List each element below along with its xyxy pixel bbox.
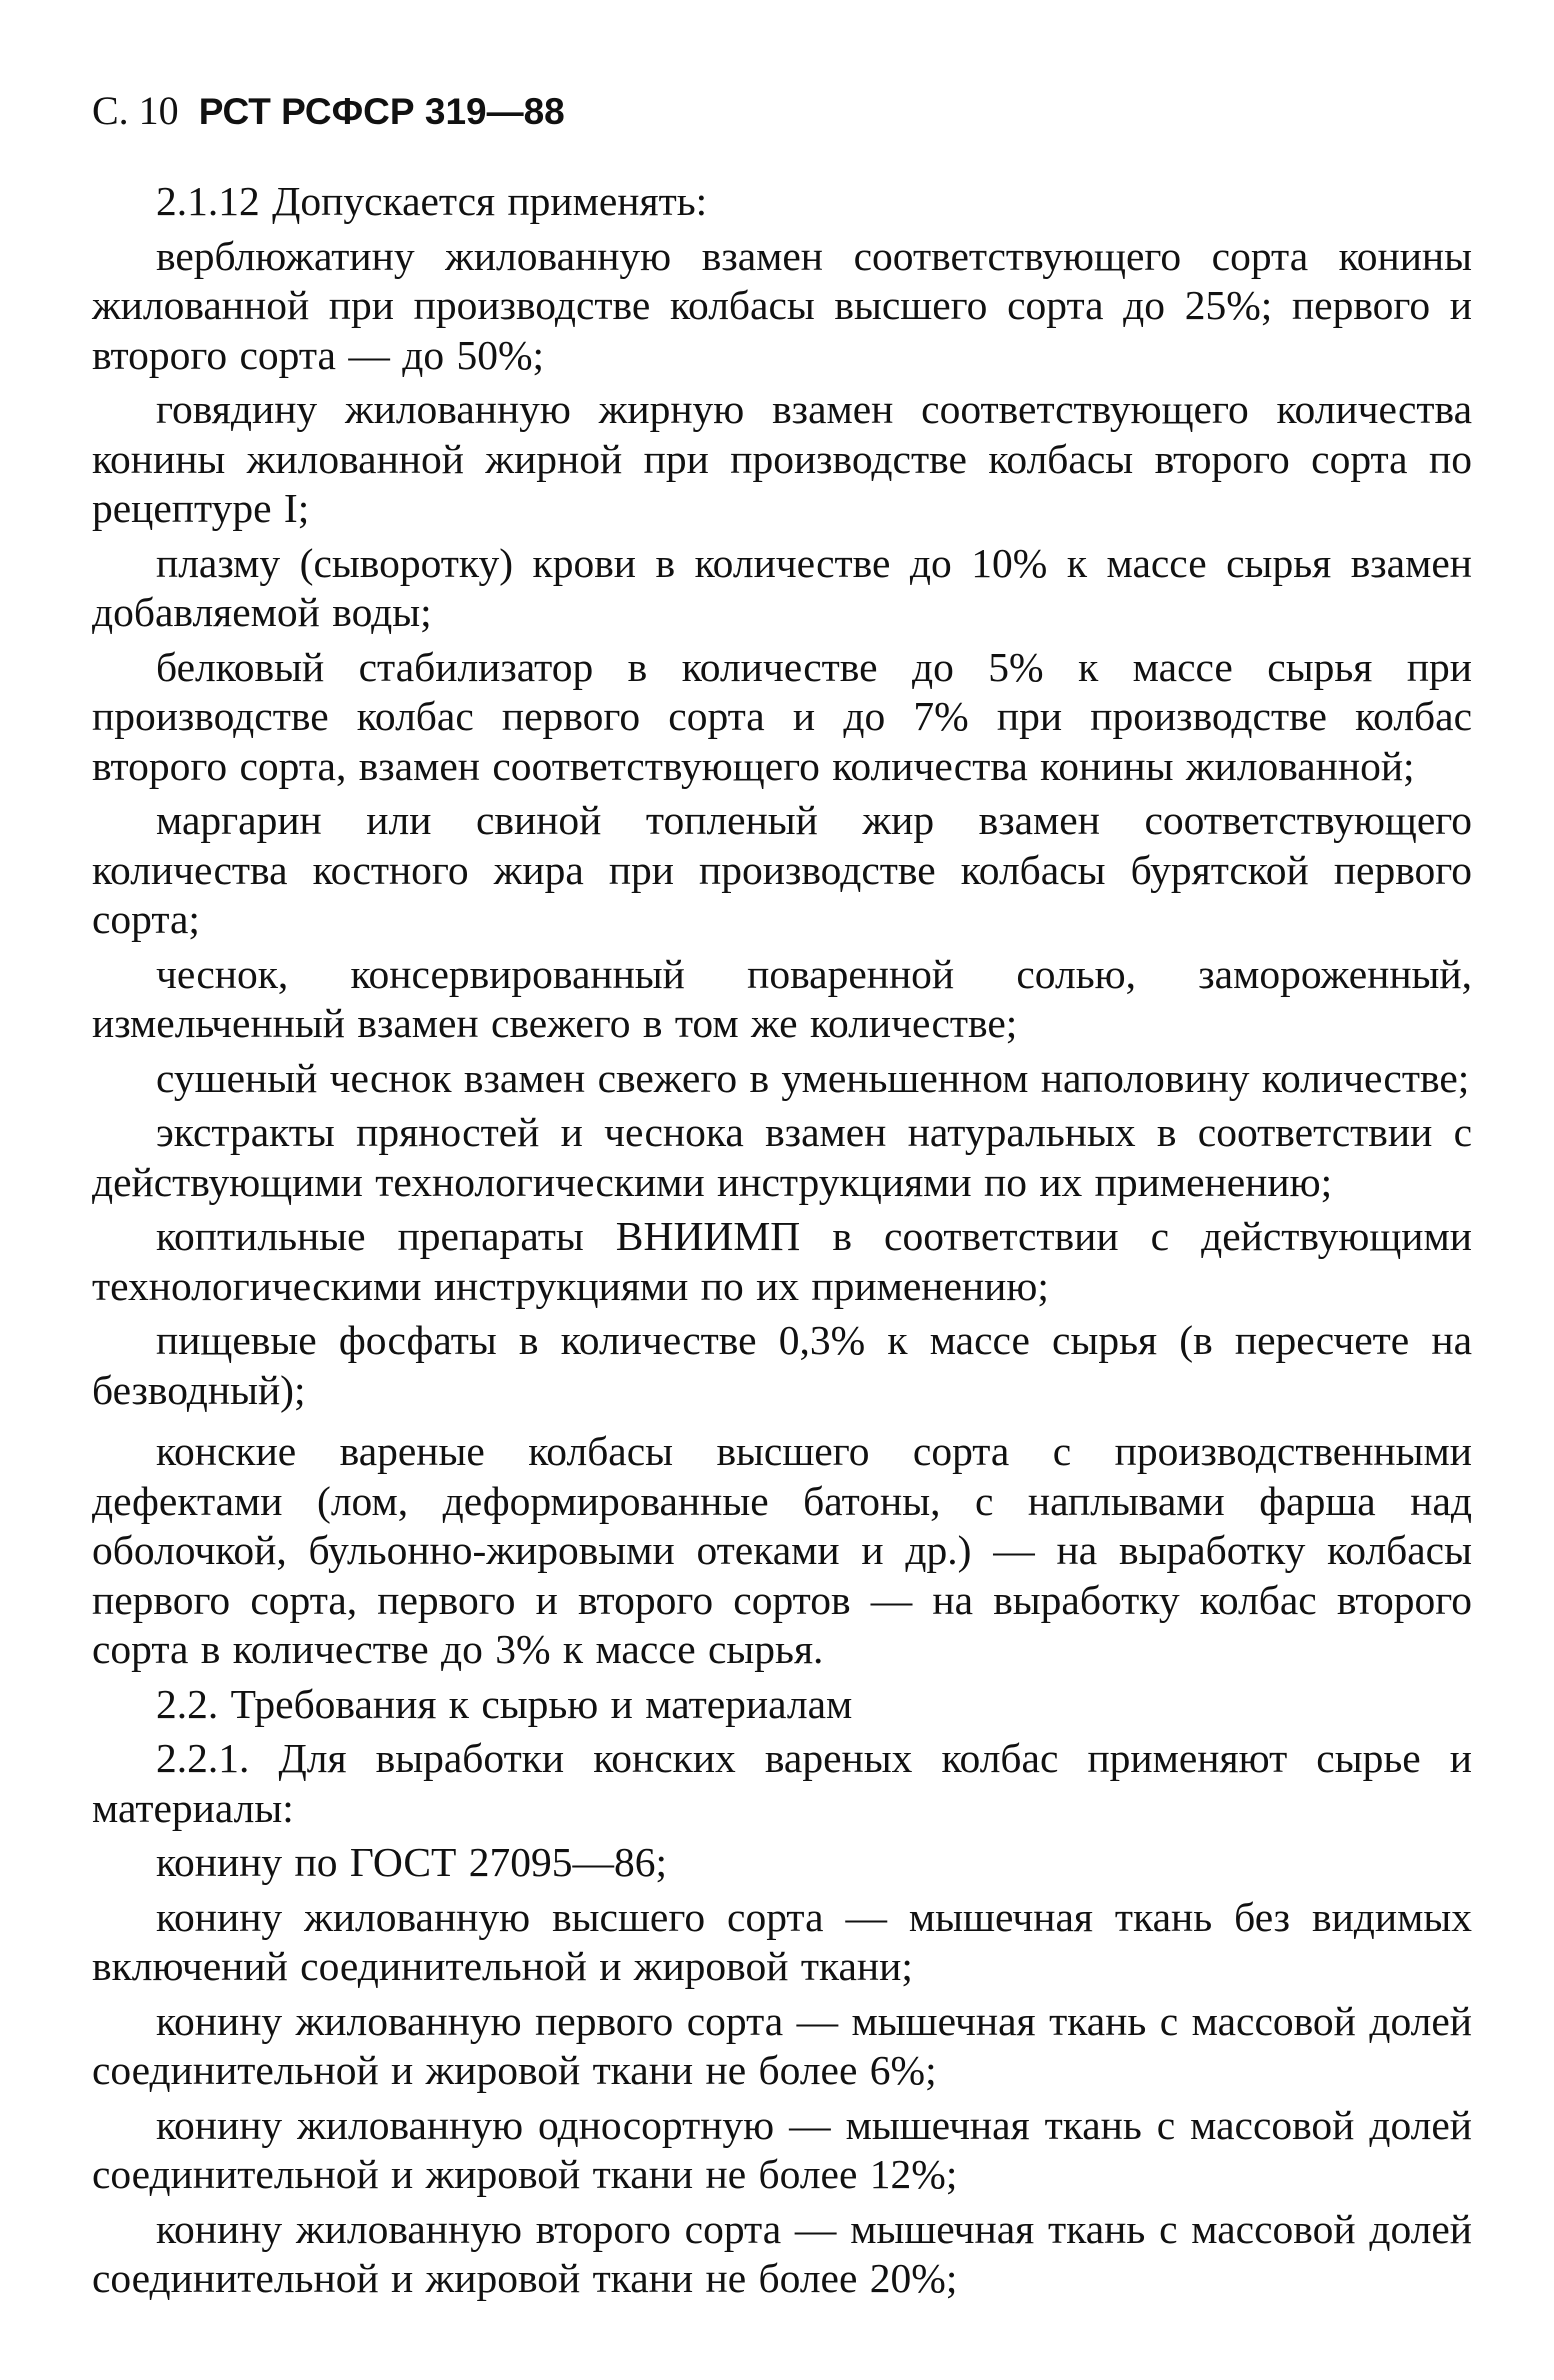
list-item-horse-meat: конину по ГОСТ 27095—86; [156,1839,668,1885]
list-item-protein-stabilizer: белковый стабилизатор в количестве до 5% к массе сырья при производстве колбас первого сорта и до 7% при производстве колбас второго сорта, взамен соответствующего количества конины жилованной; [92,643,1472,789]
list-item-preserved-garlic: чеснок, консервированный поваренной солью, замороженный, измельченный взамен свежего в том же количестве; [92,950,1472,1046]
list-item-margarine: маргарин или свиной топленый жир взамен соответствующего количества костного жира при производстве колбасы бурятской первого сорта; [92,797,1472,942]
list-item-dried-garlic: сушеный чеснок взамен свежего в уменьшенном наполовину количестве; [156,1054,1470,1101]
clause-2-1-12-title: 2.1.12 Допускается применять: [156,178,708,224]
list-item-spice-extracts: экстракты пряностей и чеснока взамен натуральных в соответствии с действующими технологическими инструкциями по их применению; [92,1109,1472,1205]
page-header [92,86,1472,137]
list-item-plasma: плазму (сыворотку) крови в количестве до 10% к массе сырья взамен добавляемой воды; [92,539,1472,635]
page-number: С. 10 [92,88,179,133]
list-item-camel-meat: верблюжатину жилованную взамен соответствующего сорта конины жилованной при производстве колбасы высшего сорта до 25%; первого и второго сорта — до 50%; [92,232,1472,378]
standard-designation: РСТ РСФСР 319—88 [198,91,565,132]
list-item-trimmed-premium: конину жилованную высшего сорта — мышечная ткань без видимых включений соединительной и жировой ткани; [92,1893,1472,1989]
document-page [92,86,1472,2309]
list-item-defective-sausages: конские вареные колбасы высшего сорта с производственными дефектами (лом, деформированные батоны, с наплывами фарша над оболочкой, бульонно-жировыми отеками и др.) — на выработку колбасы первого сорта, первого и второго сортов — на выработку колбас второго сорта в количестве до 3% к массе сырья. [92,1428,1472,1672]
list-item-trimmed-second-grade: конину жилованную второго сорта — мышечная ткань с массовой долей соединительной и жировой ткани не более 20%; [92,2205,1472,2301]
list-item-phosphates: пищевые фосфаты в количестве 0,3% к массе сырья (в пересчете на безводный); [92,1317,1472,1413]
list-item-trimmed-first-grade: конину жилованную первого сорта — мышечная ткань с массовой долей соединительной и жировой ткани не более 6%; [92,1997,1472,2093]
list-item-smoking-preparations: коптильные препараты ВНИИМП в соответствии с действующими технологическими инструкциями по их применению; [92,1213,1472,1309]
list-item-beef: говядину жилованную жирную взамен соответствующего количества конины жилованной жирной при производстве колбасы второго сорта по рецептуре I; [92,386,1472,531]
clause-2-2-1-intro: 2.2.1. Для выработки конских вареных колбас применяют сырье и материалы: [92,1735,1472,1831]
section-2-2-heading: 2.2. Требования к сырью и материалам [156,1680,853,1727]
list-item-trimmed-single-grade: конину жилованную односортную — мышечная ткань с массовой долей соединительной и жировой ткани не более 12%; [92,2101,1472,2197]
